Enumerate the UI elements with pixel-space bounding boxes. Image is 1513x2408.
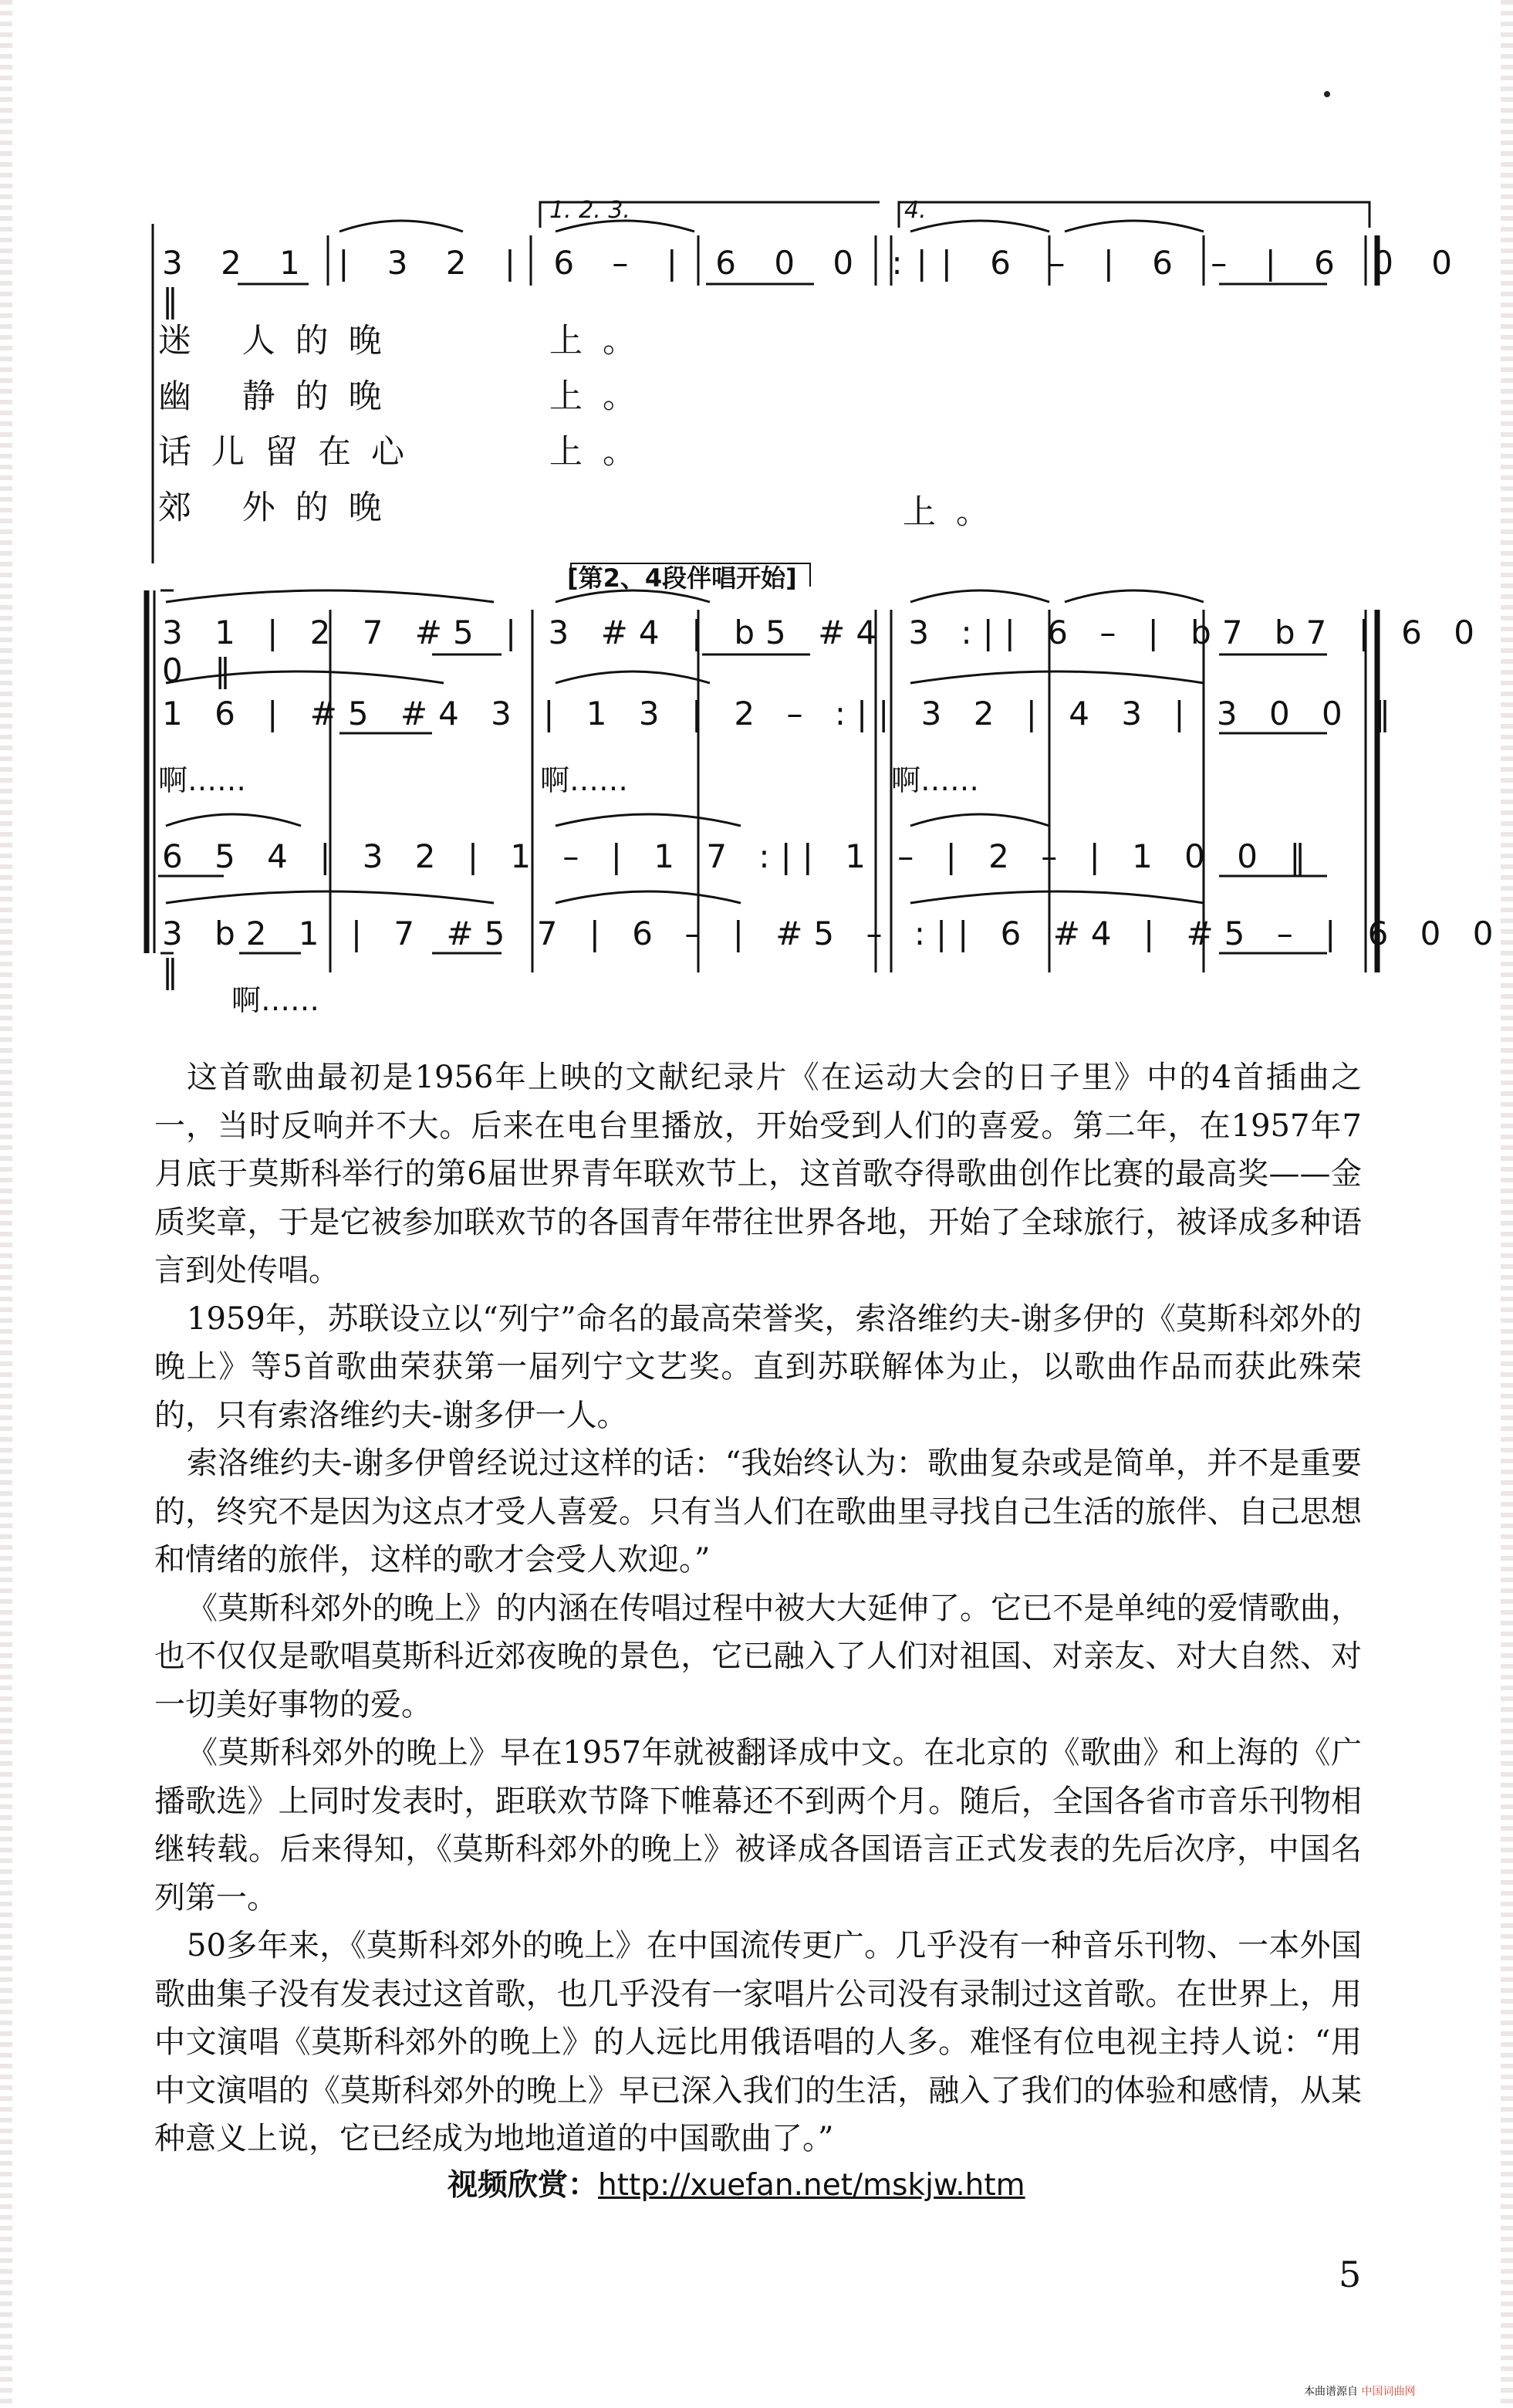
footer-watermark xyxy=(1304,2383,1415,2399)
chorus-part-3: 6 5 4 | 3 2 | 1 – | 1 7 :|| 1 – | 2 – | 1 0 0 ‖ xyxy=(162,837,1317,875)
lyric-end-2: 上。 xyxy=(549,377,656,416)
footer-source: 本曲谱源自 xyxy=(1304,2386,1358,2398)
chorus-ah-4: 啊…… xyxy=(231,983,320,1017)
chorus-start-marker: [第2、4段伴唱开始] xyxy=(567,563,797,593)
lyric-end-3: 上。 xyxy=(549,433,656,472)
lyric-end-1: 上。 xyxy=(549,322,656,360)
paragraph: 《莫斯科郊外的晚上》的内涵在传唱过程中被大大延伸了。它已不是单纯的爱情歌曲，也不仅仅是歌唱莫斯科近郊夜晚的景色，它已融入了人们对祖国、对亲友、对大自然、对一切美好事物的爱。 xyxy=(154,1590,1362,1723)
chorus-ah-1: 啊…… xyxy=(158,763,247,797)
paragraph: 这首歌曲最初是1956年上映的文献纪录片《在运动大会的日子里》中的4首插曲之一，当时反响并不大。后来在电台里播放，开始受到人们的喜爱。第二年，在1957年7月底于莫斯科举行的第6届世界青年联欢节上，这首歌夺得歌曲创作比赛的最高奖——金质奖章，于是它被参加联欢节的各国青年带往世界各地，开始了全球旅行，被译成多种语言到处传唱。 xyxy=(154,1060,1362,1288)
article-body xyxy=(154,1054,1362,2163)
chorus-part-2: 1 6 | #5 #4 3 | 1 3 | 2 – :|| 3 2 | 4 3 | 3 0 0 ‖ xyxy=(162,695,1402,732)
melody-line: 3 2 1 | 3 2 | 6 – | 6 0 0 :|| 6 – | 6 – | 6 0 0 ‖ xyxy=(162,244,1467,320)
volta-4-label: 4. xyxy=(904,197,927,224)
chorus-part-4: 3 b2 1 | 7 #5 7 | 6 – | #5 – :|| 6 #4 | #5 – | 6 0 0 ‖ xyxy=(162,915,1505,990)
video-reference xyxy=(447,2161,1025,2204)
lyric-verse-2: 幽 静的晚 xyxy=(158,377,402,416)
page-number: 5 xyxy=(1339,2254,1362,2295)
lyric-verse-1: 迷 人的晚 xyxy=(158,322,402,360)
paragraph: 《莫斯科郊外的晚上》早在1957年就被翻译成中文。在北京的《歌曲》和上海的《广播歌选》上同时发表时，距联欢节降下帷幕还不到两个月。随后，全国各省市音乐刊物相继转载。后来得知，《莫斯科郊外的晚上》被译成各国语言正式发表的先后次序，中国名列第一。 xyxy=(154,1735,1362,1916)
paragraph: 1959年，苏联设立以“列宁”命名的最高荣誉奖，索洛维约夫-谢多伊的《莫斯科郊外的晚上》等5首歌曲荣获第一届列宁文艺奖。直到苏联解体为止，以歌曲作品而获此殊荣的，只有索洛维约夫-谢多伊一人。 xyxy=(154,1300,1362,1433)
volta-1-label: 1. 2. 3. xyxy=(549,197,630,224)
lyric-verse-4: 郊 外的晚 xyxy=(158,489,402,527)
chorus-ah-2: 啊…… xyxy=(540,763,629,797)
chorus-ah-3: 啊…… xyxy=(891,763,980,797)
paragraph: 索洛维约夫-谢多伊曾经说过这样的话：“我始终认为：歌曲复杂或是简单，并不是重要的，终究不是因为这点才受人喜爱。只有当人们在歌曲里寻找自己生活的旅伴、自己思想和情绪的旅伴，这样的歌才会受人欢迎。” xyxy=(154,1446,1362,1578)
footer-brand: 中国词曲网 xyxy=(1361,2386,1416,2398)
chorus-part-1: 3 1 | 2 7 #5 | 3 #4 | b5 #4 3 :|| 6 – | b7 b7 | 6 0 0 ‖ xyxy=(162,614,1485,689)
video-label: 视频欣赏： xyxy=(447,2168,599,2203)
lyric-verse-3: 话儿留在心 xyxy=(158,433,424,472)
video-link[interactable]: http://xuefan.net/mskjw.htm xyxy=(598,2168,1025,2203)
lyric-end-4: 上。 xyxy=(903,493,1009,532)
paragraph: 50多年来，《莫斯科郊外的晚上》在中国流传更广。几乎没有一种音乐刊物、一本外国歌曲集子没有发表过这首歌，也几乎没有一家唱片公司没有录制过这首歌。在世界上，用中文演唱《莫斯科郊外的晚上》的人远比用俄语唱的人多。难怪有位电视主持人说：“用中文演唱的《莫斯科郊外的晚上》早已深入我们的生活，融入了我们的体验和感情，从某种意义上说，它已经成为地地道道的中国歌曲了。” xyxy=(154,1928,1362,2156)
